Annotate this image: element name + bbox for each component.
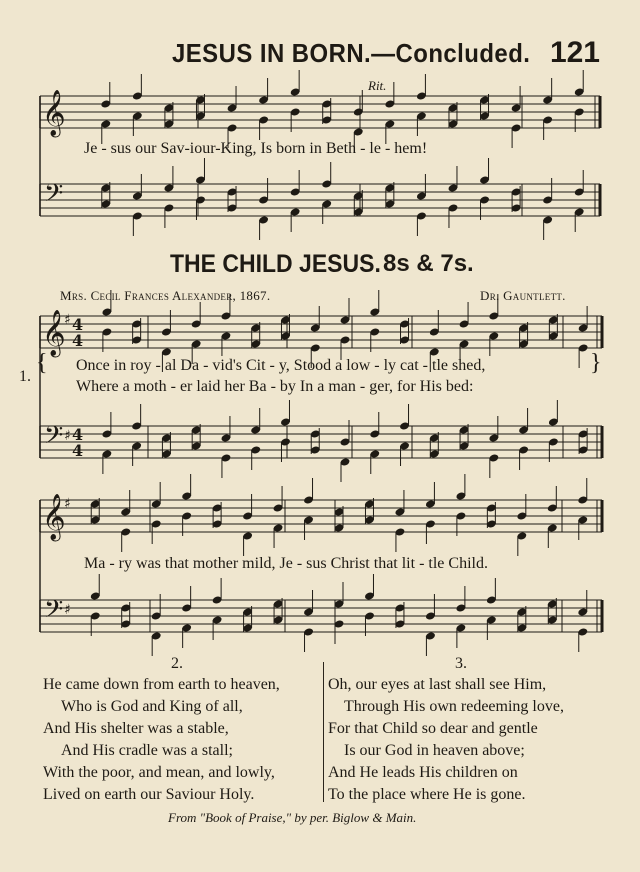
key-signature-sharp: ♯ xyxy=(64,496,71,512)
treble-clef: 𝄞 xyxy=(42,310,66,356)
bass-clef: 𝄢 xyxy=(44,595,64,630)
time-signature: 4 xyxy=(72,315,84,334)
stanza-line: And His cradle was a stall; xyxy=(61,742,233,759)
stanza-line: Oh, our eyes at last shall see Him, xyxy=(328,676,547,693)
time-signature: 4 xyxy=(72,331,84,350)
stanza-line: Is our God in heaven above; xyxy=(344,742,525,759)
key-signature-sharp: ♯ xyxy=(64,602,71,618)
stanza-line: To the place where He is gone. xyxy=(328,786,526,803)
verse1-line1: Once in roy - al Da - vid's Cit - y, Stood a low - ly cat - tle shed, xyxy=(76,357,486,374)
author-credit: Mrs. Cecil Frances Alexander, 1867. xyxy=(60,288,271,303)
bass-clef: 𝄢 xyxy=(44,421,64,456)
page-number: 121 xyxy=(549,36,600,69)
stanza-3-number: 3. xyxy=(455,655,467,672)
page-title: JESUS IN BORN.—Concluded. xyxy=(172,38,531,68)
treble-clef: 𝄞 xyxy=(42,90,66,136)
time-signature: 4 xyxy=(72,425,84,444)
verse-brace-left: { xyxy=(36,350,48,376)
system1-lyrics: Je - sus our Sav-iour-King, Is born in Beth - le - hem! xyxy=(84,140,428,157)
column-divider xyxy=(323,662,324,802)
stanza-line: Through His own redeeming love, xyxy=(344,698,564,715)
stanza-line: Who is God and King of all, xyxy=(61,698,243,715)
stanza-line: And His shelter was a stable, xyxy=(43,720,229,737)
bass-clef: 𝄢 xyxy=(44,179,64,214)
composer-credit: Dr. Gauntlett. xyxy=(480,288,566,303)
verse-number: 1. xyxy=(19,368,31,385)
treble-clef: 𝄞 xyxy=(42,494,66,540)
stanza-line: With the poor, and mean, and lowly, xyxy=(43,764,275,781)
tempo-mark: Rit. xyxy=(368,78,387,93)
hymn-title: THE CHILD JESUS. xyxy=(170,250,381,278)
verse1-line2: Where a moth - er laid her Ba - by In a man - ger, for His bed: xyxy=(76,378,474,395)
source-credit: From "Book of Praise," by per. Biglow & Main. xyxy=(168,810,417,825)
hymn-meter: 8s & 7s. xyxy=(383,250,474,277)
refrain-lyrics: Ma - ry was that mother mild, Je - sus Christ that lit - tle Child. xyxy=(84,555,488,572)
verse-brace-right: } xyxy=(590,350,602,376)
stanza-2-number: 2. xyxy=(171,655,183,672)
stanza-line: For that Child so dear and gentle xyxy=(328,720,538,737)
stanza-line: And He leads His children on xyxy=(328,764,518,781)
key-signature-sharp: ♯ xyxy=(64,428,71,444)
time-signature: 4 xyxy=(72,441,84,460)
stanza-line: He came down from earth to heaven, xyxy=(43,676,280,693)
stanza-line: Lived on earth our Saviour Holy. xyxy=(43,786,255,803)
key-signature-sharp: ♯ xyxy=(64,312,71,328)
